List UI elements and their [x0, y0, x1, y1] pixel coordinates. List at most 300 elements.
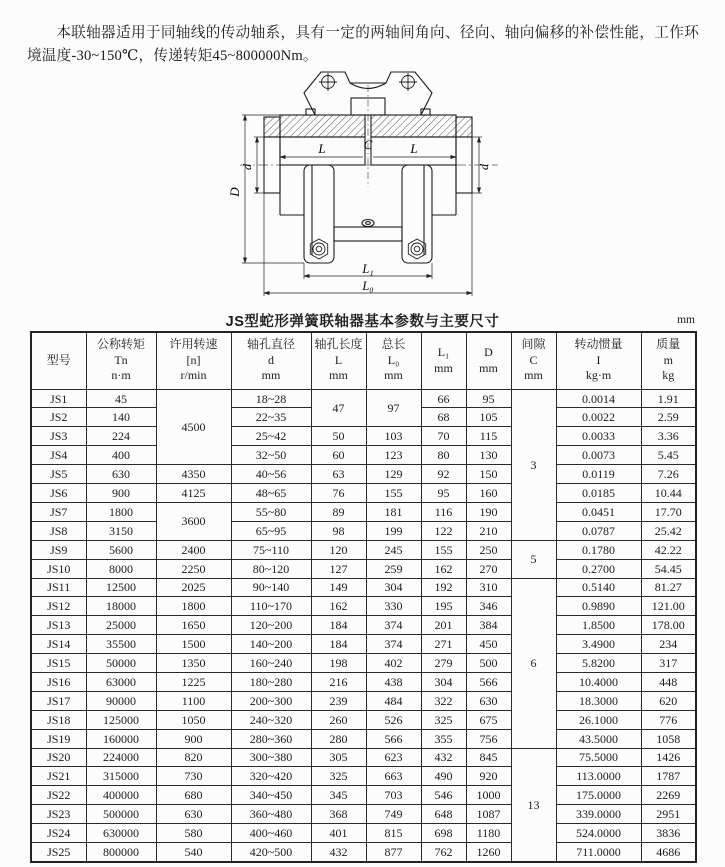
- table-cell: 149: [311, 578, 366, 597]
- table-cell: 224: [86, 427, 156, 446]
- table-cell: JS5: [31, 465, 86, 484]
- table-cell: 3: [511, 389, 556, 540]
- table-cell: 800000: [86, 842, 156, 861]
- table-cell: 623: [366, 748, 421, 767]
- top-bracket: [304, 72, 432, 115]
- table-cell: 25~42: [231, 427, 311, 446]
- table-cell: 0.5140: [556, 578, 641, 597]
- table-row: [31, 786, 696, 805]
- table-cell: 340~450: [231, 786, 311, 805]
- table-cell: JS10: [31, 559, 86, 578]
- table-cell: 3600: [156, 502, 231, 540]
- table-cell: 1500: [156, 635, 231, 654]
- table-row: [31, 540, 696, 559]
- table-cell: 216: [311, 672, 366, 691]
- table-cell: JS6: [31, 484, 86, 503]
- table-cell: 155: [421, 540, 466, 559]
- table-cell: 54.45: [641, 559, 696, 578]
- table-cell: 89: [311, 502, 366, 521]
- table-row: [31, 389, 696, 408]
- table-cell: 776: [641, 710, 696, 729]
- table-cell: 270: [466, 559, 511, 578]
- table-cell: 630000: [86, 824, 156, 843]
- table-cell: 2400: [156, 540, 231, 559]
- table-cell: 1225: [156, 672, 231, 691]
- table-cell: 317: [641, 654, 696, 673]
- table-cell: 1180: [466, 824, 511, 843]
- table-cell: 1426: [641, 748, 696, 767]
- table-cell: 3150: [86, 521, 156, 540]
- table-row: [31, 635, 696, 654]
- table-cell: 368: [311, 805, 366, 824]
- column-header: 型号: [31, 332, 86, 390]
- table-cell: JS18: [31, 710, 86, 729]
- table-row: [31, 729, 696, 748]
- table-cell: 2025: [156, 578, 231, 597]
- table-cell: 190: [466, 502, 511, 521]
- table-cell: 113.0000: [556, 767, 641, 786]
- table-cell: 500: [466, 654, 511, 673]
- table-cell: 50: [311, 427, 366, 446]
- table-cell: 8000: [86, 559, 156, 578]
- table-cell: 680: [156, 786, 231, 805]
- table-cell: 663: [366, 767, 421, 786]
- table-cell: 300~380: [231, 748, 311, 767]
- table-cell: 304: [366, 578, 421, 597]
- table-cell: 130: [466, 446, 511, 465]
- table-cell: 322: [421, 691, 466, 710]
- table-row: [31, 597, 696, 616]
- table-cell: JS8: [31, 521, 86, 540]
- table-cell: 18000: [86, 597, 156, 616]
- table-cell: 47: [311, 389, 366, 427]
- table-cell: 140: [86, 408, 156, 427]
- table-row: [31, 502, 696, 521]
- table-cell: 1650: [156, 616, 231, 635]
- table-cell: 345: [311, 786, 366, 805]
- table-cell: 60: [311, 446, 366, 465]
- table-cell: 900: [156, 729, 231, 748]
- column-header: 间隙 C mm: [511, 332, 556, 390]
- table-cell: 210: [466, 521, 511, 540]
- table-cell: 1787: [641, 767, 696, 786]
- table-row: [31, 578, 696, 597]
- table-cell: 6: [511, 578, 556, 748]
- table-cell: 3836: [641, 824, 696, 843]
- table-cell: 900: [86, 484, 156, 503]
- table-cell: 490: [421, 767, 466, 786]
- table-cell: 374: [366, 635, 421, 654]
- table-cell: 0.9890: [556, 597, 641, 616]
- table-cell: 48~65: [231, 484, 311, 503]
- table-cell: 234: [641, 635, 696, 654]
- column-header: 公称转矩 Tn n·m: [86, 332, 156, 390]
- table-cell: 524.0000: [556, 824, 641, 843]
- column-header: 转动惯量 I kg·m: [556, 332, 641, 390]
- table-cell: 175.0000: [556, 786, 641, 805]
- coupling-lower-body: [280, 165, 456, 263]
- table-row: [31, 710, 696, 729]
- table-cell: 698: [421, 824, 466, 843]
- table-cell: 675: [466, 710, 511, 729]
- column-header: 质量 m kg: [641, 332, 696, 390]
- table-cell: 1800: [86, 502, 156, 521]
- table-row: [31, 748, 696, 767]
- table-cell: 140~200: [231, 635, 311, 654]
- table-cell: 566: [466, 672, 511, 691]
- table-cell: 259: [366, 559, 421, 578]
- table-cell: 120: [311, 540, 366, 559]
- dim-label-d-left: d: [240, 163, 254, 170]
- table-cell: 13: [511, 748, 556, 862]
- table-cell: 121.00: [641, 597, 696, 616]
- table-cell: 199: [366, 521, 421, 540]
- table-cell: JS22: [31, 786, 86, 805]
- table-cell: JS11: [31, 578, 86, 597]
- table-cell: 438: [366, 672, 421, 691]
- table-cell: 26.1000: [556, 710, 641, 729]
- dim-label-L1: L₁: [362, 261, 374, 276]
- table-cell: JS16: [31, 672, 86, 691]
- table-cell: 339.0000: [556, 805, 641, 824]
- table-cell: JS3: [31, 427, 86, 446]
- table-cell: 122: [421, 521, 466, 540]
- table-cell: 546: [421, 786, 466, 805]
- dim-label-L-right: L: [410, 140, 418, 156]
- table-cell: 580: [156, 824, 231, 843]
- table-cell: 178.00: [641, 616, 696, 635]
- table-cell: 2250: [156, 559, 231, 578]
- table-cell: 192: [421, 578, 466, 597]
- table-cell: 98: [311, 521, 366, 540]
- table-cell: 1260: [466, 842, 511, 861]
- table-cell: 4125: [156, 484, 231, 503]
- table-cell: 374: [366, 616, 421, 635]
- table-cell: 42.22: [641, 540, 696, 559]
- table-cell: 304: [421, 672, 466, 691]
- table-cell: 5600: [86, 540, 156, 559]
- table-cell: 355: [421, 729, 466, 748]
- table-cell: JS15: [31, 654, 86, 673]
- table-cell: 162: [421, 559, 466, 578]
- table-cell: 320~420: [231, 767, 311, 786]
- table-cell: 1800: [156, 597, 231, 616]
- dim-label-D: D: [227, 186, 242, 197]
- table-cell: 120~200: [231, 616, 311, 635]
- table-cell: 70: [421, 427, 466, 446]
- table-cell: 75~110: [231, 540, 311, 559]
- table-cell: JS24: [31, 824, 86, 843]
- table-cell: 239: [311, 691, 366, 710]
- table-cell: 620: [641, 691, 696, 710]
- table-cell: JS21: [31, 767, 86, 786]
- table-cell: 90~140: [231, 578, 311, 597]
- table-cell: 711.0000: [556, 842, 641, 861]
- table-row: [31, 427, 696, 446]
- table-row: [31, 767, 696, 786]
- table-cell: 160~240: [231, 654, 311, 673]
- table-cell: 76: [311, 484, 366, 503]
- table-cell: 201: [421, 616, 466, 635]
- table-cell: 184: [311, 616, 366, 635]
- table-cell: 310: [466, 578, 511, 597]
- table-cell: 280~360: [231, 729, 311, 748]
- table-cell: 630: [466, 691, 511, 710]
- table-cell: 630: [156, 805, 231, 824]
- table-cell: 0.1780: [556, 540, 641, 559]
- table-row: [31, 446, 696, 465]
- table-cell: 330: [366, 597, 421, 616]
- table-cell: 500000: [86, 805, 156, 824]
- table-cell: 325: [421, 710, 466, 729]
- table-cell: 400~460: [231, 824, 311, 843]
- table-cell: 7.26: [641, 465, 696, 484]
- table-cell: 125000: [86, 710, 156, 729]
- table-cell: 66: [421, 389, 466, 408]
- dim-label-d-right: d: [477, 163, 491, 170]
- table-cell: JS4: [31, 446, 86, 465]
- table-cell: 18~28: [231, 389, 311, 408]
- table-row: [31, 484, 696, 503]
- table-cell: 0.0073: [556, 446, 641, 465]
- table-row: [31, 691, 696, 710]
- table-cell: JS9: [31, 540, 86, 559]
- table-cell: 1350: [156, 654, 231, 673]
- table-cell: JS20: [31, 748, 86, 767]
- table-cell: 50000: [86, 654, 156, 673]
- table-cell: 762: [421, 842, 466, 861]
- table-cell: 630: [86, 465, 156, 484]
- table-cell: 484: [366, 691, 421, 710]
- table-cell: 45: [86, 389, 156, 408]
- table-cell: 103: [366, 427, 421, 446]
- parameters-table: [30, 331, 697, 863]
- table-cell: 400000: [86, 786, 156, 805]
- table-cell: 1.91: [641, 389, 696, 408]
- table-cell: 526: [366, 710, 421, 729]
- table-unit-note: mm: [677, 313, 695, 326]
- table-cell: 63: [311, 465, 366, 484]
- table-cell: 80: [421, 446, 466, 465]
- table-cell: 181: [366, 502, 421, 521]
- table-cell: 150: [466, 465, 511, 484]
- table-cell: 10.4000: [556, 672, 641, 691]
- table-cell: 195: [421, 597, 466, 616]
- table-cell: 5.45: [641, 446, 696, 465]
- column-header: 总长 L₀ mm: [366, 332, 421, 390]
- header-row: [31, 332, 696, 390]
- table-cell: 25000: [86, 616, 156, 635]
- column-header: 轴孔直径 d mm: [231, 332, 311, 390]
- table-cell: 325: [311, 767, 366, 786]
- table-cell: 0.0451: [556, 502, 641, 521]
- table-cell: JS17: [31, 691, 86, 710]
- table-cell: 4686: [641, 842, 696, 861]
- table-cell: 160000: [86, 729, 156, 748]
- table-cell: 448: [641, 672, 696, 691]
- table-cell: 123: [366, 446, 421, 465]
- table-cell: 749: [366, 805, 421, 824]
- table-cell: 250: [466, 540, 511, 559]
- table-cell: 0.0185: [556, 484, 641, 503]
- coupling-technical-drawing: [218, 67, 523, 305]
- table-cell: 0.2700: [556, 559, 641, 578]
- table-cell: 22~35: [231, 408, 311, 427]
- table-cell: 95: [421, 484, 466, 503]
- table-cell: 845: [466, 748, 511, 767]
- table-cell: JS12: [31, 597, 86, 616]
- table-cell: JS19: [31, 729, 86, 748]
- table-cell: 40~56: [231, 465, 311, 484]
- table-cell: 0.0014: [556, 389, 641, 408]
- table-cell: 10.44: [641, 484, 696, 503]
- table-cell: 43.5000: [556, 729, 641, 748]
- table-cell: 18.3000: [556, 691, 641, 710]
- table-row: [31, 465, 696, 484]
- table-cell: 0.0033: [556, 427, 641, 446]
- table-cell: 432: [311, 842, 366, 861]
- dim-label-L-left: L: [318, 140, 326, 156]
- table-cell: 5: [511, 540, 556, 578]
- table-cell: 346: [466, 597, 511, 616]
- table-cell: JS1: [31, 389, 86, 408]
- table-cell: 1.8500: [556, 616, 641, 635]
- table-cell: 279: [421, 654, 466, 673]
- table-cell: 32~50: [231, 446, 311, 465]
- table-cell: 0.0119: [556, 465, 641, 484]
- table-cell: 730: [156, 767, 231, 786]
- table-row: [31, 805, 696, 824]
- table-cell: JS23: [31, 805, 86, 824]
- table-cell: 1087: [466, 805, 511, 824]
- table-row: [31, 521, 696, 540]
- table-cell: 420~500: [231, 842, 311, 861]
- table-cell: 920: [466, 767, 511, 786]
- table-cell: 315000: [86, 767, 156, 786]
- column-header: L₁ mm: [421, 332, 466, 390]
- table-cell: 756: [466, 729, 511, 748]
- table-cell: 3.4900: [556, 635, 641, 654]
- table-cell: 432: [421, 748, 466, 767]
- table-cell: 68: [421, 408, 466, 427]
- table-cell: 401: [311, 824, 366, 843]
- table-cell: 815: [366, 824, 421, 843]
- table-cell: 384: [466, 616, 511, 635]
- table-row: [31, 616, 696, 635]
- table-cell: 820: [156, 748, 231, 767]
- table-cell: 180~280: [231, 672, 311, 691]
- table-cell: 566: [366, 729, 421, 748]
- table-cell: 305: [311, 748, 366, 767]
- table-cell: 240~320: [231, 710, 311, 729]
- table-cell: 0.0787: [556, 521, 641, 540]
- dim-label-L0: L₀: [362, 278, 374, 293]
- table-cell: 95: [466, 389, 511, 408]
- table-row: [31, 559, 696, 578]
- table-cell: JS7: [31, 502, 86, 521]
- table-cell: 17.70: [641, 502, 696, 521]
- table-cell: 4350: [156, 465, 231, 484]
- table-cell: 648: [421, 805, 466, 824]
- table-cell: 200~300: [231, 691, 311, 710]
- table-row: [31, 654, 696, 673]
- table-cell: 129: [366, 465, 421, 484]
- table-cell: 12500: [86, 578, 156, 597]
- table-cell: 245: [366, 540, 421, 559]
- table-cell: 224000: [86, 748, 156, 767]
- table-cell: 2951: [641, 805, 696, 824]
- table-cell: 105: [466, 408, 511, 427]
- table-cell: 0.0022: [556, 408, 641, 427]
- table-cell: 127: [311, 559, 366, 578]
- table-cell: 116: [421, 502, 466, 521]
- table-row: [31, 842, 696, 861]
- table-cell: 75.5000: [556, 748, 641, 767]
- table-cell: JS25: [31, 842, 86, 861]
- table-cell: 260: [311, 710, 366, 729]
- table-cell: 110~170: [231, 597, 311, 616]
- intro-paragraph: 本联轴器适用于同轴线的传动轴系，具有一定的两轴间角向、径向、轴向偏移的补偿性能，工作环境温度-30~150℃，传递转矩45~800000Nm。: [27, 24, 699, 65]
- table-cell: 162: [311, 597, 366, 616]
- table-cell: 160: [466, 484, 511, 503]
- table-cell: 4500: [156, 389, 231, 465]
- table-cell: 703: [366, 786, 421, 805]
- table-cell: 35500: [86, 635, 156, 654]
- column-header: D mm: [466, 332, 511, 390]
- table-cell: 63000: [86, 672, 156, 691]
- table-cell: 1000: [466, 786, 511, 805]
- table-cell: 92: [421, 465, 466, 484]
- table-cell: JS14: [31, 635, 86, 654]
- table-cell: 81.27: [641, 578, 696, 597]
- table-cell: 877: [366, 842, 421, 861]
- table-cell: 115: [466, 427, 511, 446]
- table-cell: 1100: [156, 691, 231, 710]
- table-cell: 400: [86, 446, 156, 465]
- table-cell: 25.42: [641, 521, 696, 540]
- table-cell: 97: [366, 389, 421, 427]
- table-title: JS型蛇形弹簧联轴器基本参数与主要尺寸: [225, 313, 500, 330]
- table-cell: JS13: [31, 616, 86, 635]
- table-cell: 155: [366, 484, 421, 503]
- table-cell: 450: [466, 635, 511, 654]
- table-title-row: [0, 310, 725, 330]
- table-row: [31, 672, 696, 691]
- dim-label-C: C: [363, 136, 373, 152]
- table-cell: JS2: [31, 408, 86, 427]
- table-cell: 2.59: [641, 408, 696, 427]
- cover-bolts: [310, 239, 425, 259]
- table-cell: 90000: [86, 691, 156, 710]
- table-cell: 540: [156, 842, 231, 861]
- column-header: 轴孔长度 L mm: [311, 332, 366, 390]
- table-cell: 184: [311, 635, 366, 654]
- table-cell: 360~480: [231, 805, 311, 824]
- coupling-drawing-svg: [218, 67, 523, 305]
- table-cell: 271: [421, 635, 466, 654]
- column-header: 许用转速 [n] r/min: [156, 332, 231, 390]
- table-row: [31, 824, 696, 843]
- table-cell: 5.8200: [556, 654, 641, 673]
- table-cell: 1050: [156, 710, 231, 729]
- table-cell: 3.36: [641, 427, 696, 446]
- table-cell: 280: [311, 729, 366, 748]
- table-cell: 55~80: [231, 502, 311, 521]
- table-cell: 80~120: [231, 559, 311, 578]
- table-cell: 65~95: [231, 521, 311, 540]
- table-cell: 2269: [641, 786, 696, 805]
- table-cell: 402: [366, 654, 421, 673]
